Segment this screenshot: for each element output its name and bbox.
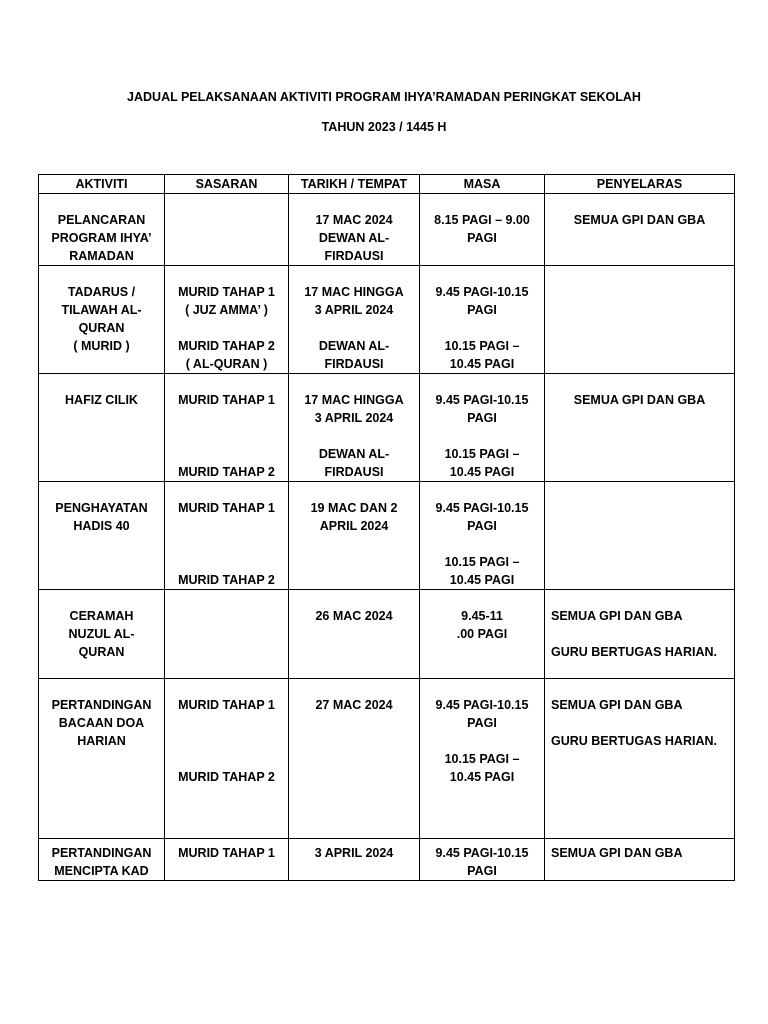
cell-penyelaras: SEMUA GPI DAN GBA GURU BERTUGAS HARIAN.: [545, 590, 735, 679]
table-row: [39, 482, 735, 590]
cell-sasaran: [165, 194, 289, 266]
cell-sasaran: [165, 590, 289, 679]
cell-masa: 9.45 PAGI-10.15 PAGI 10.15 PAGI – 10.45 PAGI: [420, 482, 545, 590]
cell-penyelaras: SEMUA GPI DAN GBA GURU BERTUGAS HARIAN.: [545, 679, 735, 839]
cell-sasaran: MURID TAHAP 1 MURID TAHAP 2: [165, 374, 289, 482]
cell-penyelaras: [545, 266, 735, 374]
cell-tarikh: 27 MAC 2024: [289, 679, 420, 839]
cell-aktiviti: HAFIZ CILIK: [39, 374, 165, 482]
cell-penyelaras: SEMUA GPI DAN GBA: [545, 194, 735, 266]
cell-tarikh: 3 APRIL 2024: [289, 839, 420, 881]
table-row: [39, 194, 735, 266]
header-penyelaras: PENYELARAS: [545, 175, 735, 194]
cell-sasaran: MURID TAHAP 1: [165, 839, 289, 881]
cell-sasaran: MURID TAHAP 1 ( JUZ AMMA’ ) MURID TAHAP 2 ( AL-QURAN ): [165, 266, 289, 374]
table-row: [39, 839, 735, 881]
schedule-table: [38, 174, 735, 881]
cell-masa: 9.45-11 .00 PAGI: [420, 590, 545, 679]
table-row: [39, 266, 735, 374]
cell-aktiviti: PERTANDINGAN MENCIPTA KAD: [39, 839, 165, 881]
cell-tarikh: 26 MAC 2024: [289, 590, 420, 679]
document-subtitle: TAHUN 2023 / 1445 H: [321, 120, 447, 134]
cell-tarikh: 19 MAC DAN 2 APRIL 2024: [289, 482, 420, 590]
cell-masa: 9.45 PAGI-10.15 PAGI: [420, 839, 545, 881]
cell-tarikh: 17 MAC 2024 DEWAN AL- FIRDAUSI: [289, 194, 420, 266]
cell-masa: 9.45 PAGI-10.15 PAGI 10.15 PAGI – 10.45 PAGI: [420, 374, 545, 482]
cell-sasaran: MURID TAHAP 1 MURID TAHAP 2: [165, 679, 289, 839]
cell-tarikh: 17 MAC HINGGA 3 APRIL 2024 DEWAN AL- FIRDAUSI: [289, 374, 420, 482]
cell-masa: 9.45 PAGI-10.15 PAGI 10.15 PAGI – 10.45 PAGI: [420, 679, 545, 839]
table-header-row: [39, 175, 735, 194]
header-aktiviti: AKTIVITI: [39, 175, 165, 194]
cell-aktiviti: PELANCARAN PROGRAM IHYA’ RAMADAN: [39, 194, 165, 266]
header-sasaran: SASARAN: [165, 175, 289, 194]
cell-aktiviti: PENGHAYATAN HADIS 40: [39, 482, 165, 590]
cell-sasaran: MURID TAHAP 1 MURID TAHAP 2: [165, 482, 289, 590]
table-row: [39, 374, 735, 482]
header-tarikh-tempat: TARIKH / TEMPAT: [289, 175, 420, 194]
table-row: [39, 679, 735, 839]
cell-aktiviti: TADARUS / TILAWAH AL- QURAN ( MURID ): [39, 266, 165, 374]
cell-penyelaras: SEMUA GPI DAN GBA: [545, 839, 735, 881]
cell-aktiviti: CERAMAH NUZUL AL- QURAN: [39, 590, 165, 679]
document-title: JADUAL PELAKSANAAN AKTIVITI PROGRAM IHYA’RAMADAN PERINGKAT SEKOLAH: [127, 90, 641, 104]
cell-tarikh: 17 MAC HINGGA 3 APRIL 2024 DEWAN AL- FIRDAUSI: [289, 266, 420, 374]
table-row: [39, 590, 735, 679]
cell-masa: 8.15 PAGI – 9.00 PAGI: [420, 194, 545, 266]
header-masa: MASA: [420, 175, 545, 194]
cell-penyelaras: SEMUA GPI DAN GBA: [545, 374, 735, 482]
cell-penyelaras: [545, 482, 735, 590]
cell-masa: 9.45 PAGI-10.15 PAGI 10.15 PAGI – 10.45 PAGI: [420, 266, 545, 374]
cell-aktiviti: PERTANDINGAN BACAAN DOA HARIAN: [39, 679, 165, 839]
